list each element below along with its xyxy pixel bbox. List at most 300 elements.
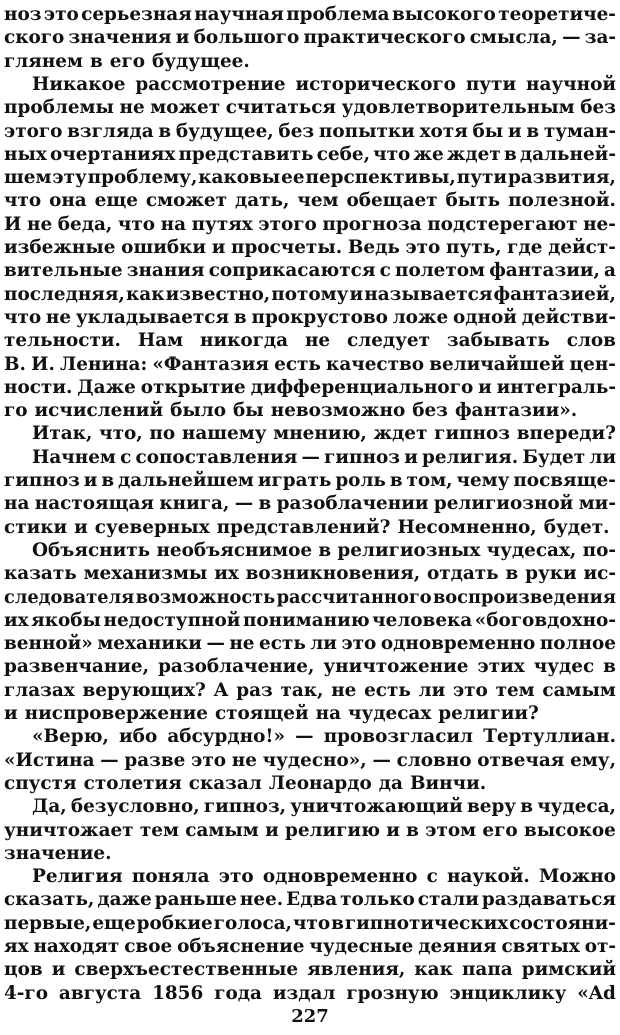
word: в — [331, 912, 344, 934]
word: Даже — [77, 376, 136, 398]
word: гипноз, — [203, 796, 287, 818]
text-line — [4, 771, 616, 797]
word: верующих? — [82, 679, 206, 701]
word: поняла — [131, 866, 210, 888]
text-line — [4, 352, 616, 378]
word: последняя, — [4, 283, 125, 305]
word: как — [414, 959, 453, 981]
text-line — [4, 119, 616, 145]
word: большого — [193, 27, 300, 49]
word: И. — [31, 353, 55, 375]
word: Будет — [522, 446, 586, 468]
text-line — [4, 305, 616, 331]
word: дейст- — [548, 237, 616, 258]
text-line — [32, 445, 616, 471]
word: первые, — [4, 912, 92, 934]
word: без — [580, 97, 616, 119]
word: может — [150, 97, 221, 119]
word: объяснение — [177, 936, 305, 957]
word: это — [218, 866, 254, 888]
word: от- — [584, 936, 616, 957]
word: Можно — [539, 866, 616, 888]
word: в — [603, 656, 616, 678]
word: одновременно — [262, 866, 418, 888]
word: и — [386, 819, 400, 841]
word: мнению, — [273, 423, 367, 445]
word: деяния — [418, 936, 497, 957]
word: Итак, — [32, 423, 93, 445]
word: чудесно», — [262, 749, 367, 771]
word: книга, — [159, 493, 230, 515]
word: гипноз — [434, 423, 511, 445]
word: хотя — [419, 120, 468, 142]
word: эту — [52, 167, 87, 189]
word: его — [482, 819, 518, 841]
word: года — [214, 982, 262, 1004]
word: не — [119, 97, 145, 119]
word: что — [292, 912, 331, 934]
text-line — [4, 468, 616, 494]
word: и — [478, 376, 492, 398]
word: развития, — [507, 167, 616, 189]
word: проблемы — [4, 97, 114, 119]
word: и — [74, 516, 88, 538]
word: раздаваться — [481, 889, 616, 911]
word: и — [265, 819, 279, 841]
text-line — [4, 841, 616, 867]
word: играть — [257, 470, 332, 491]
word: Никакое — [32, 73, 126, 95]
word: и — [83, 470, 98, 491]
word: смысла, — [469, 27, 558, 49]
word: веру — [466, 796, 517, 818]
text-line — [4, 561, 616, 587]
word: ли — [310, 633, 337, 655]
word: удовлетворительным — [341, 97, 575, 119]
word: стоящей — [214, 703, 309, 724]
text-line — [4, 375, 616, 401]
word: и — [404, 446, 418, 468]
word: посвяще- — [513, 470, 616, 491]
word: Леонардо — [268, 772, 372, 794]
word: нее. — [239, 889, 284, 911]
text-line — [4, 608, 616, 634]
word: их — [4, 609, 29, 631]
word: серьезная — [81, 4, 192, 25]
word: сказать, — [4, 889, 95, 911]
word: прокрустово — [251, 306, 388, 328]
text-line — [4, 95, 616, 121]
word: с — [120, 446, 132, 468]
word: интеграль- — [496, 376, 616, 398]
word: недоступной — [103, 609, 241, 631]
word: гипноз — [324, 446, 400, 468]
word: есть — [259, 633, 306, 655]
word: рассчитанного — [276, 586, 432, 608]
word: что — [4, 306, 42, 328]
word: А — [213, 679, 229, 701]
word: столетия — [83, 772, 182, 794]
word: религия. — [422, 446, 519, 468]
word: раз — [236, 679, 273, 701]
word: практического — [303, 27, 466, 49]
word: следователя — [4, 586, 135, 608]
word: бы — [233, 400, 264, 422]
word: «Истина — [4, 749, 95, 771]
word: теоретиче- — [498, 4, 616, 25]
word: римский — [521, 959, 616, 981]
word: В. — [4, 353, 26, 375]
word: сопоставления — [135, 446, 298, 468]
word: будущее, — [175, 120, 274, 142]
word: — — [301, 446, 320, 468]
word: ее — [281, 167, 305, 189]
word: знания — [126, 260, 205, 282]
word: сможет — [145, 190, 228, 212]
text-line — [4, 911, 616, 937]
word: нашему — [181, 423, 267, 445]
word: известно, — [165, 283, 271, 305]
word: еще — [92, 912, 136, 934]
word: ми- — [578, 493, 616, 515]
word: проблема — [286, 4, 390, 25]
word: Тертуллиан. — [483, 726, 616, 748]
word: и — [175, 27, 190, 49]
word: отдать — [426, 563, 499, 585]
word: возможность — [135, 586, 276, 608]
word: фантазии, — [489, 260, 600, 282]
word: качество — [326, 353, 425, 375]
word: исторического — [295, 73, 456, 95]
word: Несомненно, — [397, 516, 537, 538]
text-line — [32, 794, 616, 820]
text-line — [4, 585, 616, 611]
word: было — [170, 400, 227, 422]
word: Винчи. — [409, 772, 487, 794]
word: обещает — [346, 190, 438, 212]
word: считаться — [225, 97, 336, 119]
word: в — [406, 819, 419, 841]
word: ноз — [4, 4, 42, 25]
word: суеверных — [94, 516, 210, 538]
word: открытие — [140, 376, 246, 398]
word: грозную — [346, 982, 439, 1004]
word: без — [278, 120, 315, 142]
word: голоса, — [213, 912, 292, 934]
word: без — [412, 400, 448, 422]
word: прогноза — [322, 213, 422, 235]
word: чудес — [533, 656, 595, 678]
word: Едва — [286, 889, 338, 911]
text-line — [32, 72, 616, 98]
text-line — [4, 49, 616, 75]
word: разоблачение, — [158, 656, 315, 678]
word: это — [191, 749, 226, 771]
word: папа — [461, 959, 513, 981]
word: безусловно, — [70, 796, 200, 818]
word: венной» — [4, 633, 93, 655]
word: — — [372, 749, 391, 771]
word: Да, — [32, 796, 67, 818]
word: ошибки — [121, 237, 207, 258]
word: уничтожает — [4, 819, 134, 841]
word: в — [520, 796, 534, 818]
word: августа — [58, 982, 142, 1004]
word: этого — [258, 213, 317, 235]
word: 4-го — [4, 982, 48, 1004]
word: в — [101, 470, 115, 491]
word: с — [426, 866, 438, 888]
word: будет. — [543, 516, 610, 538]
text-line — [4, 934, 616, 960]
word: не — [26, 213, 53, 235]
word: беда, — [57, 213, 113, 235]
word: по — [149, 423, 176, 445]
word: чудеса, — [537, 796, 616, 818]
word: в — [389, 470, 403, 491]
word: в — [503, 143, 517, 165]
word: не — [45, 306, 72, 328]
word: что — [4, 190, 42, 212]
word: ли — [418, 679, 446, 701]
word: подстерегают — [427, 213, 578, 235]
word: научная — [194, 4, 284, 25]
word: еще — [94, 190, 138, 212]
word: чудесах, — [486, 539, 577, 561]
word: в — [318, 539, 332, 561]
word: просчеты. — [230, 237, 343, 258]
word: что — [117, 213, 156, 235]
word: религиозной — [433, 493, 574, 515]
word: где — [507, 237, 543, 258]
word: значение. — [4, 842, 112, 864]
word: словно — [396, 749, 472, 771]
word: есть — [364, 679, 411, 701]
word: тем — [495, 679, 535, 701]
word: чем — [297, 190, 339, 212]
word: ждет — [446, 143, 501, 165]
word: наукой. — [447, 866, 530, 888]
word: вительные — [4, 260, 123, 282]
word: это — [405, 237, 441, 258]
word: ложе — [392, 306, 449, 328]
word: высокого — [392, 4, 496, 25]
word: потому — [271, 283, 349, 305]
word: стали — [417, 889, 479, 911]
text-line — [32, 864, 616, 890]
word: — — [295, 726, 314, 748]
word: что, — [99, 423, 143, 445]
word: как — [126, 283, 165, 305]
word: Объяснить — [32, 539, 151, 561]
word: сверхъестественные — [74, 959, 299, 981]
word: попытки — [318, 120, 415, 142]
text-line — [4, 491, 616, 517]
word: — — [100, 749, 119, 771]
word: невозможно — [270, 400, 406, 422]
word: в — [233, 306, 247, 328]
word: — — [234, 493, 254, 515]
word: разоблачении — [276, 493, 429, 515]
word: роль — [335, 470, 386, 491]
word: якобы — [31, 609, 101, 631]
word: величайшей — [429, 353, 565, 375]
word: находят — [33, 936, 120, 957]
word: «Ad — [577, 982, 616, 1004]
text-line — [4, 887, 616, 913]
word: и — [4, 703, 18, 724]
text-line — [4, 748, 616, 774]
word: называется — [364, 283, 493, 305]
word: дать, — [234, 190, 290, 212]
word: в — [526, 120, 540, 142]
word: и — [51, 959, 66, 981]
word: а — [604, 260, 616, 282]
word: дальнейшем — [118, 470, 254, 491]
word: святых — [501, 936, 580, 957]
word: исчислений — [34, 400, 164, 422]
word: сказал — [188, 772, 262, 794]
word: спустя — [4, 772, 77, 794]
word: ях — [4, 936, 29, 957]
word: только — [340, 889, 415, 911]
word: свое — [124, 936, 173, 957]
text-line — [4, 188, 616, 214]
word: никогда — [199, 330, 289, 352]
word: впереди? — [516, 423, 616, 445]
word: глазах — [4, 679, 75, 701]
word: чему — [456, 470, 510, 491]
word: ниспровержение — [24, 703, 208, 724]
word: не — [304, 330, 331, 352]
word: взгляда — [67, 120, 154, 142]
word: — — [562, 27, 581, 49]
word: возникновения, — [245, 563, 421, 585]
text-line — [32, 724, 616, 750]
text-line — [4, 701, 616, 727]
word: абсурдно!» — [167, 726, 285, 748]
word: ис- — [583, 563, 616, 585]
word: — — [206, 633, 225, 655]
word: Начнем — [32, 446, 116, 468]
word: их — [214, 563, 239, 585]
word: же — [413, 143, 444, 165]
word: проблему, — [87, 167, 198, 189]
word: это — [341, 633, 377, 655]
word: «Верю, — [32, 726, 109, 748]
word: разве — [124, 749, 186, 771]
word: научной — [526, 73, 616, 95]
word: путь, — [446, 237, 502, 258]
word: что — [373, 143, 411, 165]
word: провозгласил — [323, 726, 474, 748]
text-line — [4, 981, 616, 1007]
word: не — [331, 679, 357, 701]
text-line — [4, 258, 616, 284]
word: она — [49, 190, 87, 212]
word: не — [229, 633, 255, 655]
word: раньше — [154, 889, 237, 911]
word: механики — [97, 633, 202, 655]
text-line — [4, 2, 616, 28]
word: человека — [372, 609, 473, 631]
word: этих — [477, 656, 525, 678]
word: забывать — [446, 330, 550, 352]
word: цен- — [569, 353, 616, 375]
word: уничтожение — [323, 656, 469, 678]
word: себе, — [316, 143, 370, 165]
word: есть — [274, 353, 321, 375]
word: высокое — [523, 819, 616, 841]
word: необъяснимое — [156, 539, 313, 561]
word: ных — [4, 143, 47, 165]
text-line — [4, 631, 616, 657]
word: не — [231, 749, 257, 771]
word: ждет — [373, 423, 428, 445]
word: Ленина: — [60, 353, 148, 375]
word: полезной. — [508, 190, 616, 212]
word: Ведь — [347, 237, 400, 258]
word: этом — [425, 819, 477, 841]
word: состояни- — [509, 912, 616, 934]
word: самым — [542, 679, 616, 701]
word: робкие — [136, 912, 213, 934]
word: явления, — [307, 959, 406, 981]
word: религиозных — [337, 539, 481, 561]
word: на — [160, 213, 186, 235]
word: одновременно — [380, 633, 536, 655]
word: настоящая — [34, 493, 154, 515]
word: по- — [582, 539, 616, 561]
word: представлений? — [216, 516, 391, 538]
word: религии? — [438, 703, 539, 724]
text-line — [4, 654, 616, 680]
word: И — [4, 213, 22, 235]
word: тельности. — [4, 330, 121, 352]
word: ему, — [570, 749, 616, 771]
word: воспроизведения — [432, 586, 616, 608]
word: следует — [347, 330, 431, 352]
word: 1856 — [152, 982, 204, 1004]
word: быть — [445, 190, 501, 212]
word: полное — [539, 633, 616, 655]
word: это — [43, 4, 79, 25]
word: будущее. — [152, 50, 250, 72]
word: каковы — [198, 167, 281, 189]
word: тем — [139, 819, 179, 841]
word: развенчание, — [4, 656, 150, 678]
word: рассмотрение — [135, 73, 286, 95]
word: укладывается — [75, 306, 230, 328]
word: даже — [97, 889, 152, 911]
word: пути — [465, 73, 517, 95]
word: энциклику — [449, 982, 567, 1004]
word: «боговдохно- — [474, 609, 616, 631]
word: пониманию — [242, 609, 370, 631]
text-line — [4, 818, 616, 844]
word: в — [258, 493, 272, 515]
word: том, — [406, 470, 453, 491]
word: с — [379, 260, 391, 282]
word: на — [315, 703, 342, 724]
word: механизмы — [83, 563, 208, 585]
word: и — [211, 237, 226, 258]
word: действи- — [521, 306, 616, 328]
word: полетом — [394, 260, 486, 282]
word: руки — [525, 563, 577, 585]
word: Религия — [32, 866, 123, 888]
word: фантазии». — [454, 400, 578, 422]
